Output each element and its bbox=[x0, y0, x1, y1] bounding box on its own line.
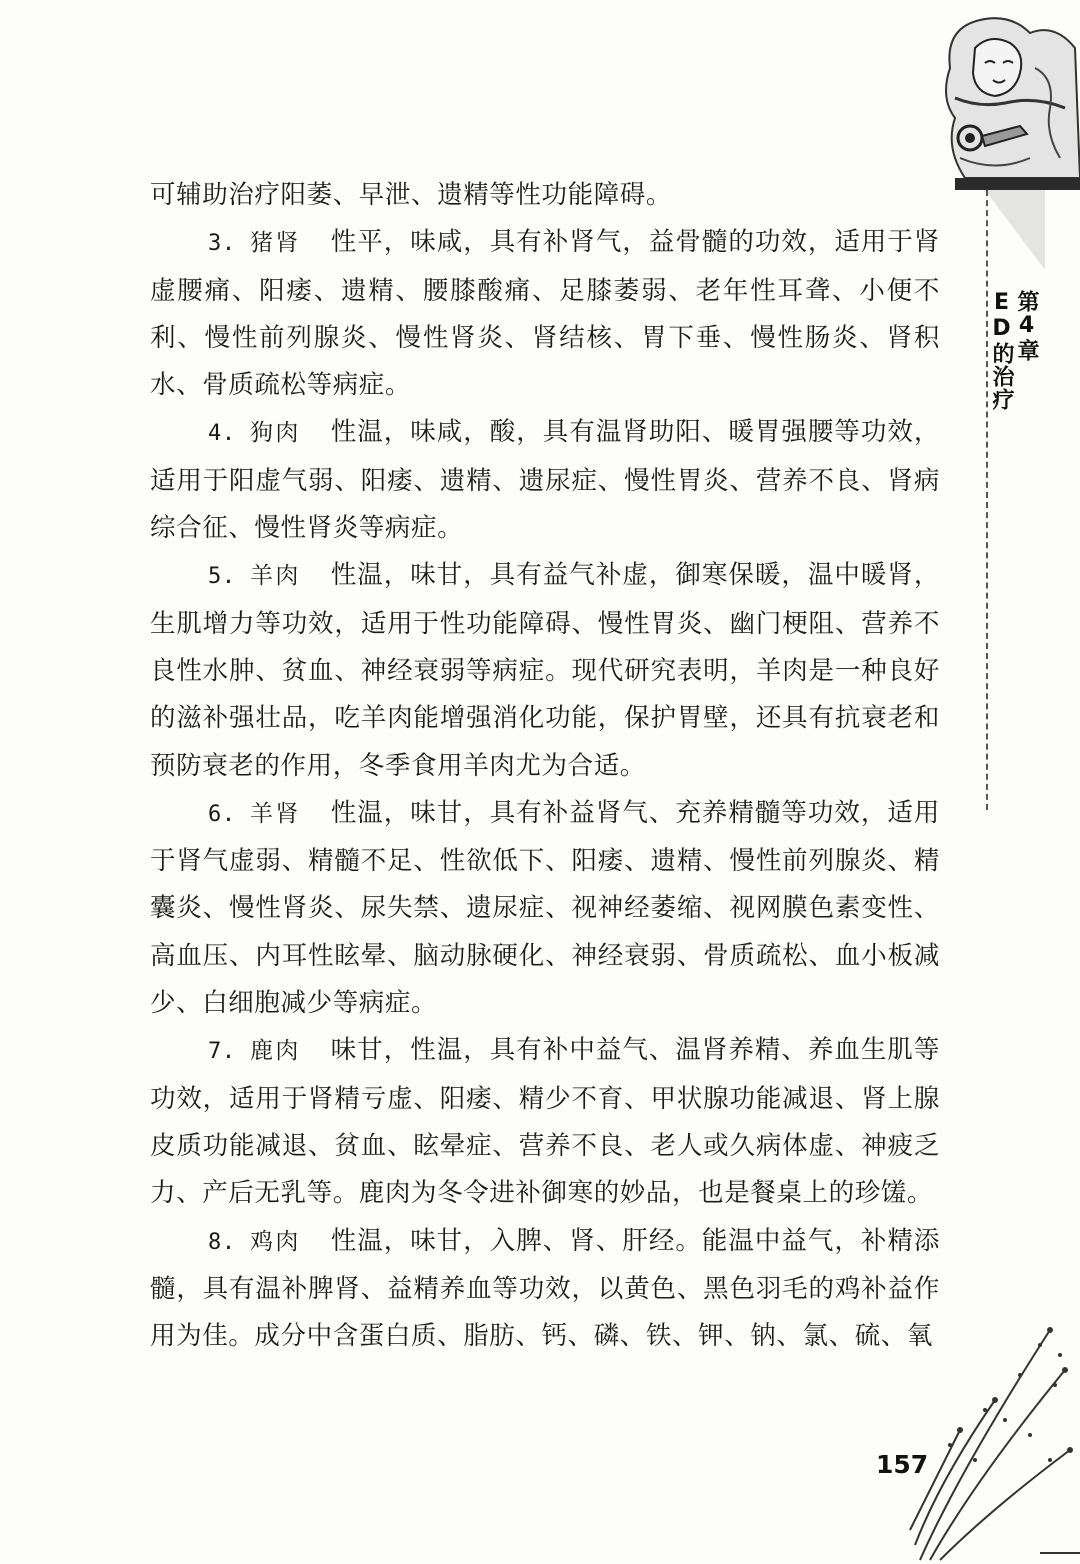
paragraph-text: 可辅助治疗阳萎、早泄、遗精等性功能障碍。 bbox=[150, 180, 673, 210]
bottom-rule bbox=[1040, 1552, 1080, 1554]
entry-number: 7. bbox=[208, 1039, 250, 1065]
entry-term: 羊肾 bbox=[249, 800, 301, 827]
chapter-tab bbox=[989, 290, 1039, 411]
entry-paragraph bbox=[150, 409, 940, 552]
entry-number: 4. bbox=[208, 421, 250, 447]
entry-paragraph bbox=[150, 219, 940, 409]
entry-paragraph bbox=[150, 1218, 940, 1361]
entry-number: 3. bbox=[208, 231, 250, 257]
side-wedge bbox=[985, 190, 1045, 270]
corner-illustration-icon bbox=[935, 8, 1080, 178]
entry-paragraph bbox=[150, 552, 940, 789]
entry-text: 性温，味甘，具有益气补虚，御寒保暖，温中暖肾，生肌增力等功效，适用于性功能障碍、慢性胃炎、幽门梗阻、营养不良性水肿、贫血、神经衰弱等病症。现代研究表明，羊肉是一种良好的滋补强壮品，吃羊肉能增强消化功能，保护胃壁，还具有抗衰老和预防衰老的作用，冬季食用羊肉尤为合适。 bbox=[150, 560, 940, 781]
entry-text: 味甘，性温，具有补中益气、温肾养精、养血生肌等功效，适用于肾精亏虚、阳痿、精少不育、甲状腺功能减退、肾上腺皮质功能减退、贫血、眩晕症、营养不良、老人或久病体虚、神疲乏力、产后无乳等。鹿肉为冬令进补御寒的妙品，也是餐桌上的珍馐。 bbox=[150, 1035, 940, 1209]
entry-number: 8. bbox=[208, 1229, 250, 1255]
entry-term: 鹿肉 bbox=[249, 1038, 301, 1065]
header-rule bbox=[955, 178, 1080, 190]
entry-term: 羊肉 bbox=[249, 563, 301, 590]
entry-text: 性温，味咸，酸，具有温肾助阳、暖胃强腰等功效，适用于阳虚气弱、阳痿、遗精、遗尿症、慢性胃炎、营养不良、肾病综合征、慢性肾炎等病症。 bbox=[150, 417, 940, 544]
entry-term: 鸡肉 bbox=[249, 1228, 301, 1255]
chapter-number: 第4章 bbox=[1014, 290, 1039, 362]
entry-term: 猪肾 bbox=[249, 230, 301, 257]
chapter-title: ED的治疗 bbox=[989, 290, 1014, 411]
entry-paragraph bbox=[150, 790, 940, 1027]
body-text bbox=[150, 172, 940, 1360]
entry-text: 性温，味甘，入脾、肾、肝经。能温中益气，补精添髓，具有温补脾肾、益精养血等功效，以黄色、黑色羽毛的鸡补益作用为佳。成分中含蛋白质、脂肪、钙、磷、铁、钾、钠、氯、硫、氧 bbox=[150, 1225, 940, 1352]
entry-number: 5. bbox=[208, 564, 250, 590]
paragraph-continuation bbox=[150, 172, 940, 219]
entry-text: 性平，味咸，具有补肾气，益骨髓的功效，适用于肾虚腰痛、阳痿、遗精、腰膝酸痛、足膝萎弱、老年性耳聋、小便不利、慢性前列腺炎、慢性肾炎、肾结核、胃下垂、慢性肠炎、肾积水、骨质疏松等病症。 bbox=[150, 227, 940, 401]
entry-term: 狗肉 bbox=[249, 420, 301, 447]
entry-paragraph bbox=[150, 1027, 940, 1217]
entry-number: 6. bbox=[208, 801, 250, 827]
page-number: 157 bbox=[876, 1450, 929, 1479]
entry-text: 性温，味甘，具有补益肾气、充养精髓等功效，适用于肾气虚弱、精髓不足、性欲低下、阳痿、遗精、慢性前列腺炎、精囊炎、慢性肾炎、尿失禁、遗尿症、视神经萎缩、视网膜色素变性、高血压、内耳性眩晕、脑动脉硬化、神经衰弱、骨质疏松、血小板减少、白细胞减少等病症。 bbox=[150, 797, 940, 1019]
side-dotted-rule bbox=[986, 190, 988, 810]
sparkle-decoration-icon bbox=[900, 1310, 1080, 1564]
